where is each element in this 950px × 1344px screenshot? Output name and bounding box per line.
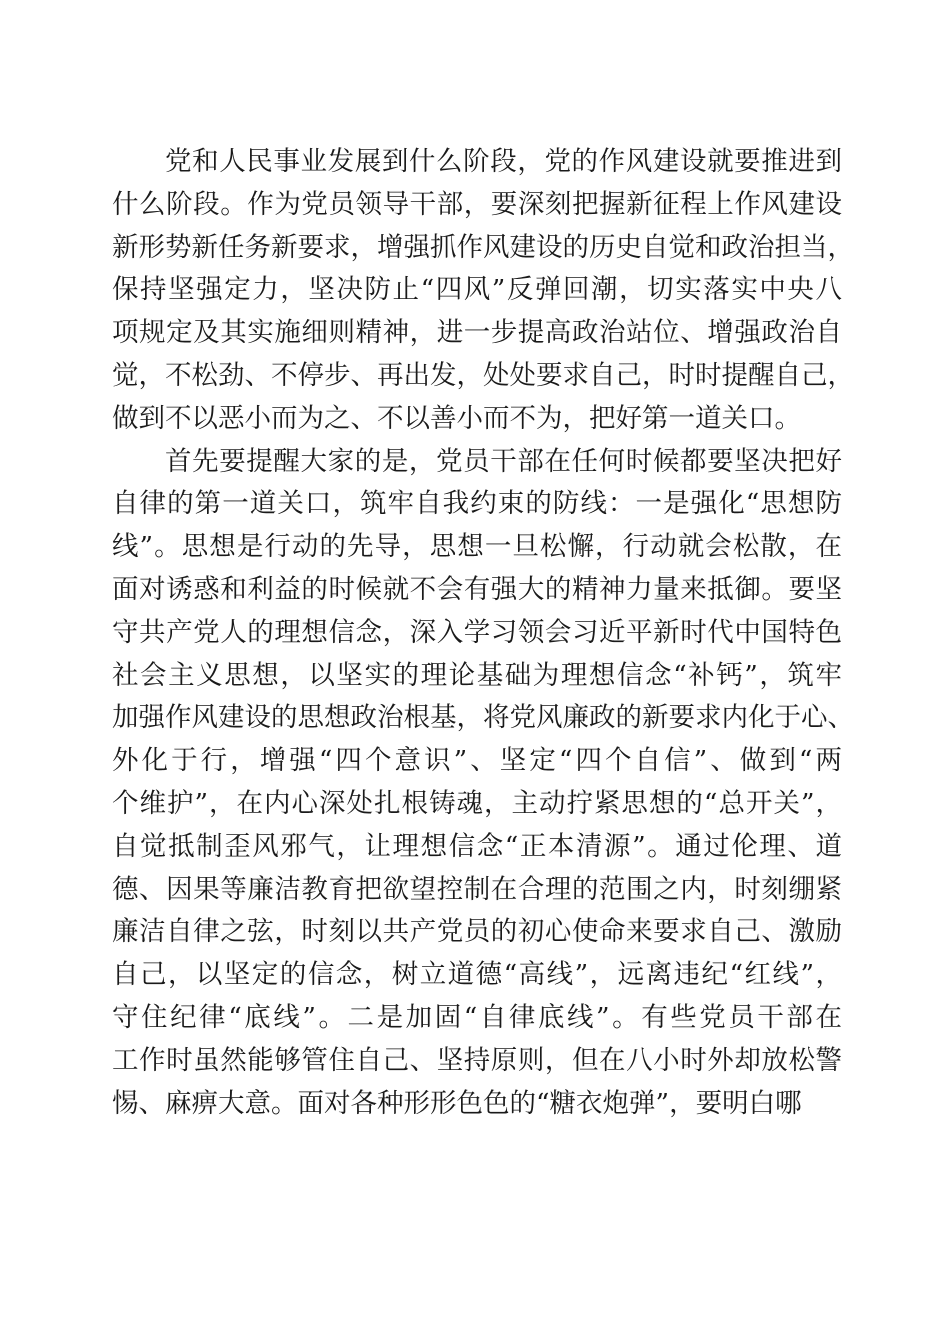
text-line: 保持坚强定力，坚决防止“四风”反弹回潮，切实落实中央八 [112, 274, 842, 306]
document-body [112, 141, 854, 1125]
paragraph-2 [112, 441, 854, 1126]
text-line: 惕、麻痹大意。面对各种形形色色的“糖衣炮弹”，要明白哪 [112, 1087, 802, 1119]
text-line: 德、因果等廉洁教育把欲望控制在合理的范围之内，时刻绷紧 [112, 873, 842, 905]
text-line: 什么阶段。作为党员领导干部，要深刻把握新征程上作风建设 [112, 188, 842, 220]
text-line: 面对诱惑和利益的时候就不会有强大的精神力量来抵御。要坚 [112, 573, 842, 605]
text-line: 个维护”，在内心深处扎根铸魂，主动拧紧思想的“总开关”， [112, 787, 842, 819]
text-line: 工作时虽然能够管住自己、坚持原则，但在八小时外却放松警 [112, 1044, 842, 1076]
text-line: 自己，以坚定的信念，树立道德“高线”，远离违纪“红线”， [112, 959, 842, 991]
text-line: 加强作风建设的思想政治根基，将党风廉政的新要求内化于心、 [112, 702, 854, 734]
text-line: 做到不以恶小而为之、不以善小而不为，把好第一道关口。 [112, 402, 801, 434]
text-line: 社会主义思想，以坚实的理论基础为理想信念“补钙”，筑牢 [112, 659, 842, 691]
paragraph-1 [112, 141, 854, 441]
text-line: 新形势新任务新要求，增强抓作风建设的历史自觉和政治担当， [112, 231, 854, 263]
text-line: 廉洁自律之弦，时刻以共产党员的初心使命来要求自己、激励 [112, 916, 842, 948]
text-line: 守共产党人的理想信念，深入学习领会习近平新时代中国特色 [112, 616, 842, 648]
text-line: 党和人民事业发展到什么阶段，党的作风建设就要推进到 [165, 146, 842, 177]
text-line: 自觉抵制歪风邪气，让理想信念“正本清源”。通过伦理、道 [112, 830, 842, 862]
text-line: 守住纪律“底线”。二是加固“自律底线”。有些党员干部在 [112, 1001, 842, 1033]
text-line: 外化于行，增强“四个意识”、坚定“四个自信”、做到“两 [112, 745, 842, 777]
text-line: 觉，不松劲、不停步、再出发，处处要求自己，时时提醒自己， [112, 359, 854, 391]
text-line: 线”。思想是行动的先导，思想一旦松懈，行动就会松散，在 [112, 531, 842, 563]
text-line: 自律的第一道关口，筑牢自我约束的防线：一是强化“思想防 [112, 488, 842, 520]
text-line: 项规定及其实施细则精神，进一步提高政治站位、增强政治自 [112, 317, 842, 349]
text-line: 首先要提醒大家的是，党员干部在任何时候都要坚决把好 [165, 445, 842, 477]
